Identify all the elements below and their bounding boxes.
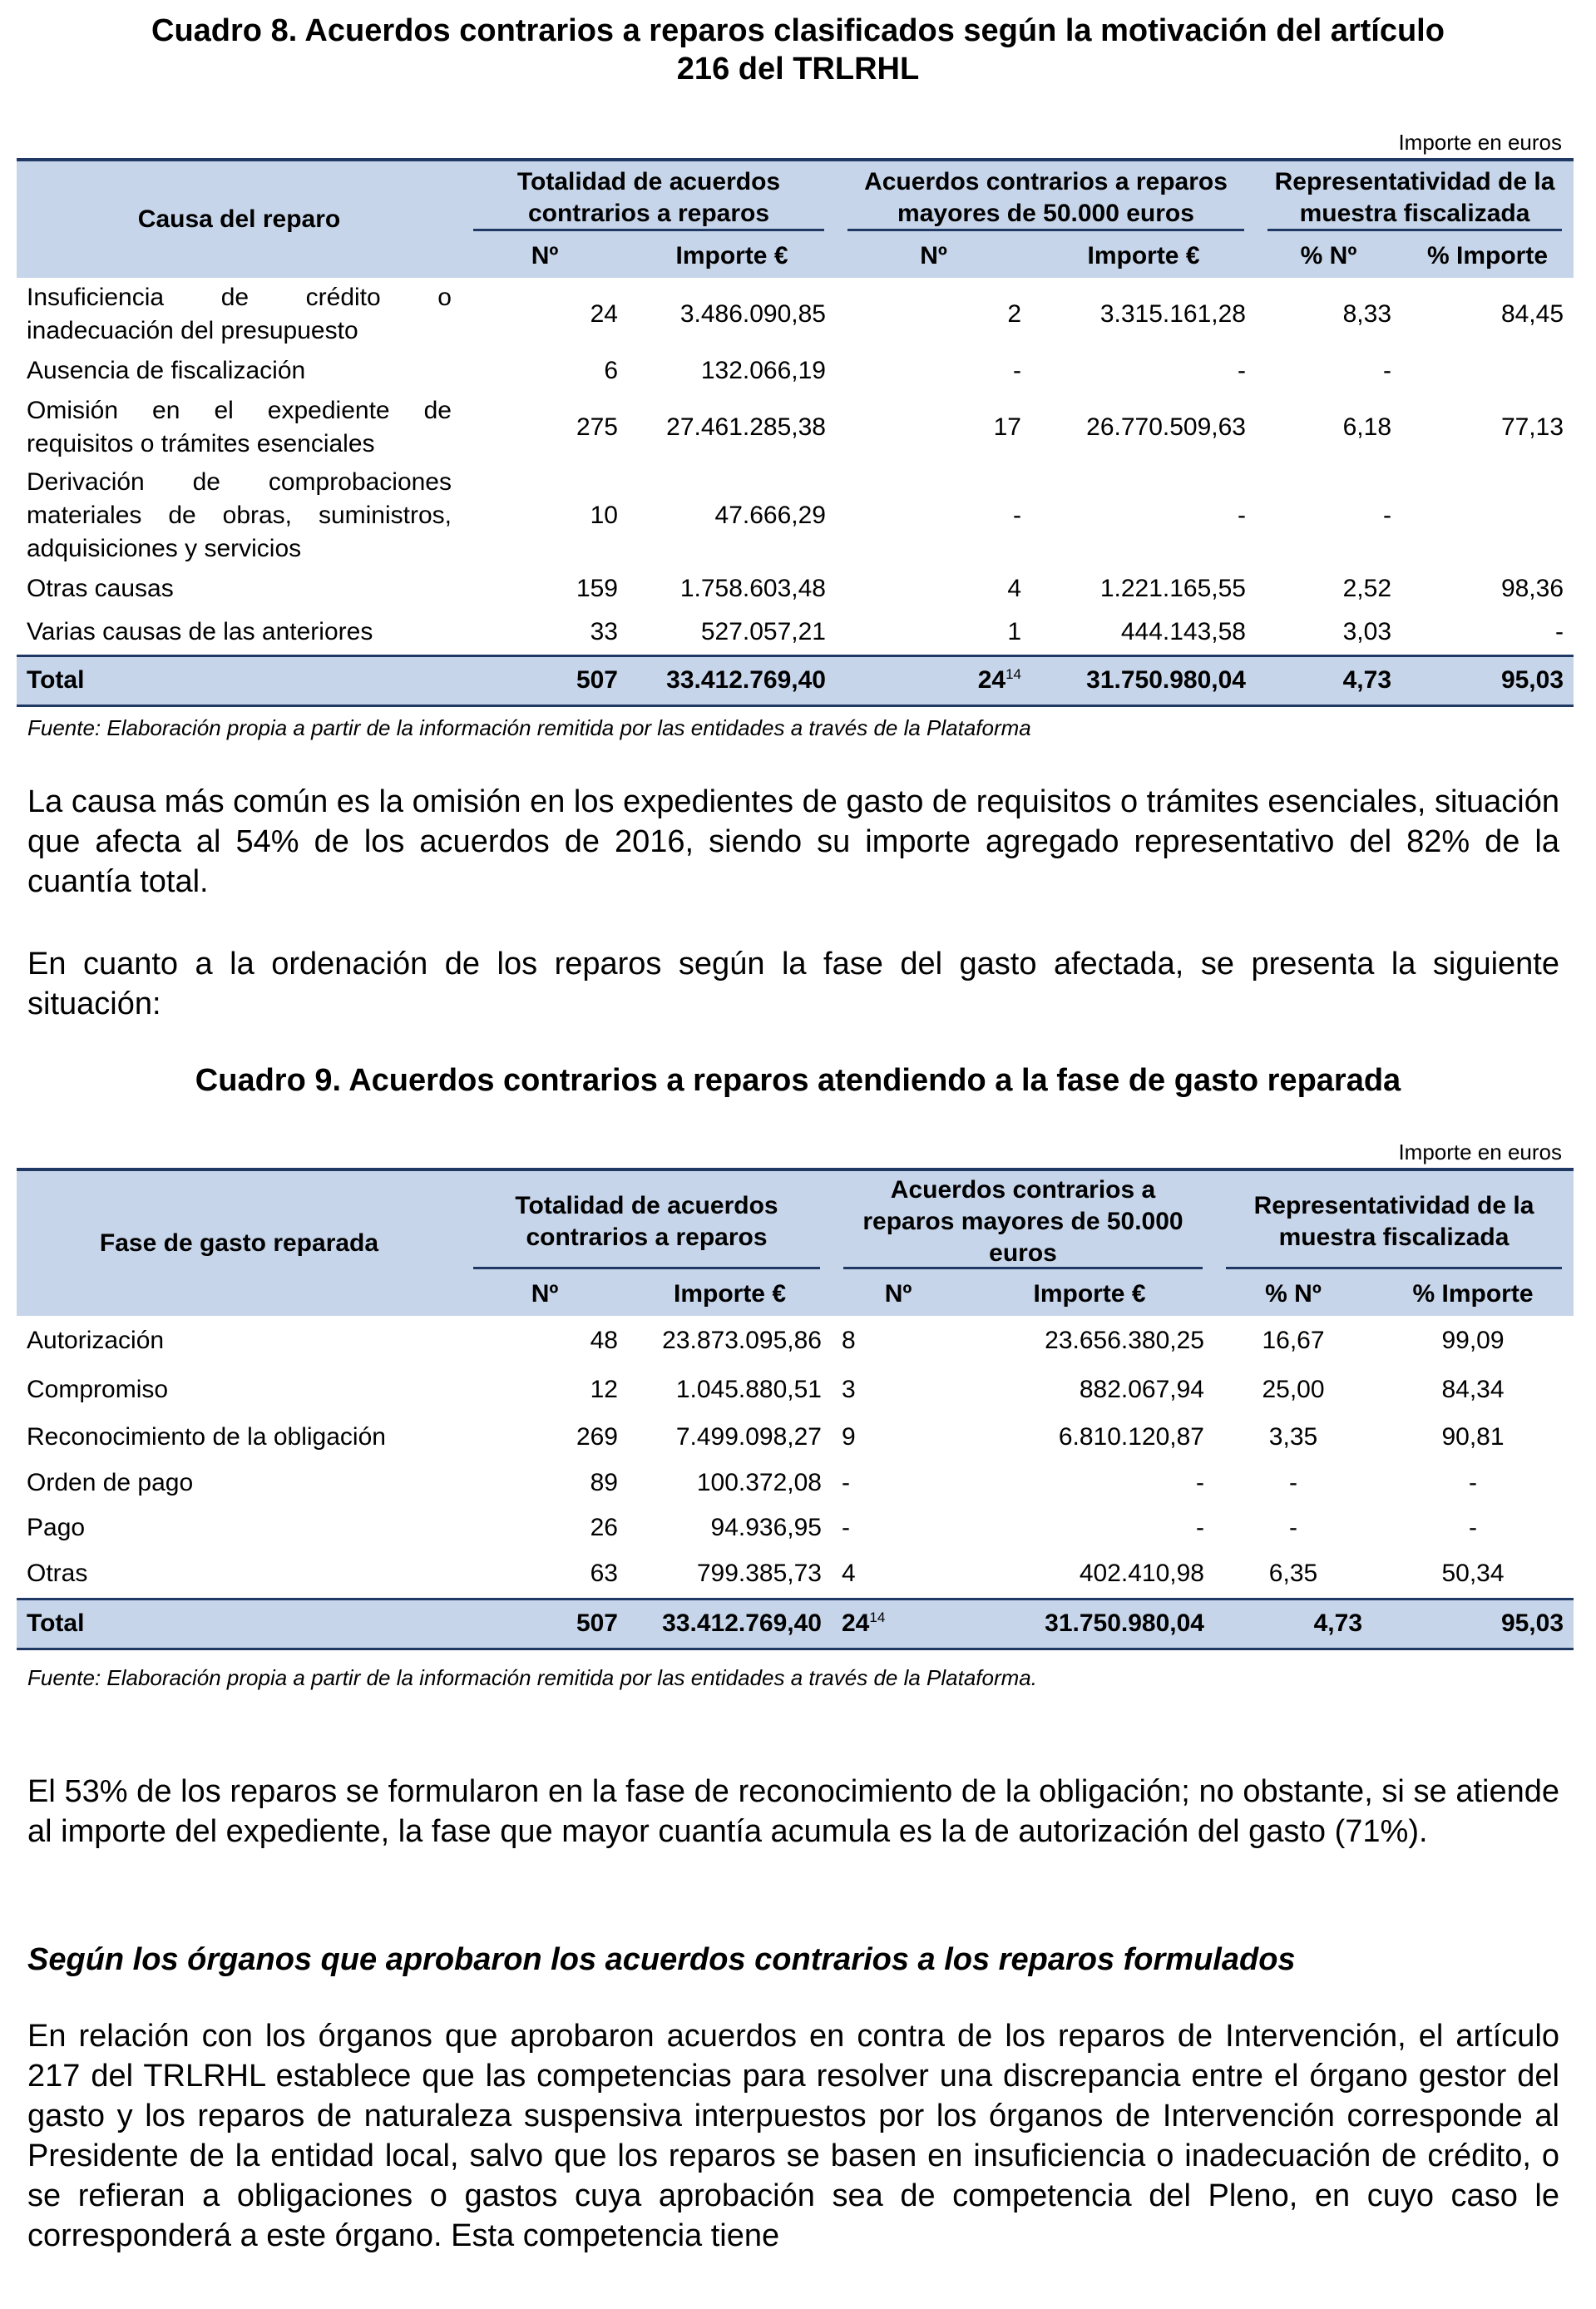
- total-pct-n: 4,73: [1256, 655, 1401, 705]
- table-row: [17, 1550, 1574, 1599]
- row-label: Autorización: [27, 1327, 165, 1354]
- paragraph-1: [27, 782, 1559, 902]
- cell-n: 26: [590, 1514, 618, 1541]
- cell-pct-n: 6,18: [1342, 413, 1391, 441]
- table-row: [17, 351, 1574, 391]
- cell-n: 33: [590, 618, 618, 646]
- cell-n: 89: [590, 1469, 618, 1496]
- cuadro9-header-phase: Fase de gasto reparada: [99, 1229, 379, 1257]
- cell-pct-importe: 84,45: [1500, 300, 1564, 328]
- table-row: [17, 1414, 1574, 1461]
- cuadro8-col-importe2: Importe €: [1087, 242, 1200, 269]
- cuadro9-header-row: [17, 1169, 1574, 1273]
- paragraph-3-text: El 53% de los reparos se formularon en la fase de reconocimiento de la obligación; no obstante, si se atiende al importe del expediente, la fase que mayor cuantía acumula es la de autorización del gasto (71%).: [27, 1774, 1559, 1849]
- row-label: Otras causas: [27, 575, 174, 602]
- cuadro9-title: Cuadro 9. Acuerdos contrarios a reparos atendiendo a la fase de gasto reparada: [195, 1063, 1401, 1098]
- cell-pct-importe: [1401, 351, 1574, 391]
- cell-pct-importe: 50,34: [1441, 1560, 1505, 1588]
- row-label: Reconocimiento de la obligación: [27, 1423, 386, 1451]
- cell-importe: 799.385,73: [696, 1560, 822, 1588]
- cuadro9-col-n: Nº: [531, 1280, 559, 1308]
- cuadro8-table: [17, 158, 1574, 707]
- cell-n: 269: [576, 1423, 618, 1451]
- cell-pct-importe: -: [1469, 1469, 1477, 1496]
- cuadro8-header-group1-label: Totalidad de acuerdos contrarios a reparos: [516, 168, 781, 227]
- paragraph-4-text: En relación con los órganos que aprobaron acuerdos en contra de los reparos de Intervención, el artículo 217 del TRLRHL establece que las competencias para resolver una discrepancia entre el órgano gestor del gasto y los reparos de naturaleza suspensiva interpuestos por los órganos de Intervención corresponde al Presidente de la entidad local, salvo que los reparos se basen en insuficiencia o inadecuación de crédito, o se refieran a obligaciones o gastos cuya aprobación sea de competencia del Pleno, en cuyo caso le corresponderá a este órgano. Esta competencia tiene: [27, 2019, 1559, 2253]
- cuadro8-title: [0, 12, 1596, 88]
- cuadro9-header-group2: [832, 1169, 1214, 1273]
- cuadro8-col-n2: Nº: [920, 242, 947, 269]
- cell-n: 6: [604, 357, 618, 384]
- total-importe2: 31.750.980,04: [1031, 655, 1256, 705]
- cell-importe2: -: [1238, 502, 1246, 529]
- cell-pct-n: -: [1289, 1514, 1297, 1541]
- cell-pct-n: -: [1383, 502, 1391, 529]
- row-label: Insuficiencia de crédito o inadecuación del presupuesto: [27, 284, 452, 344]
- cell-importe: 1.758.603,48: [679, 575, 826, 602]
- cell-importe2: 6.810.120,87: [1058, 1423, 1204, 1451]
- cell-pct-importe: [1401, 464, 1574, 567]
- cell-n2: 2: [1007, 300, 1021, 328]
- cuadro9-source: Fuente: Elaboración propia a partir de la información remitida por las entidades a través de la Plataforma.: [27, 1665, 1037, 1690]
- cuadro9-total-row: [17, 1599, 1574, 1649]
- cell-n2: -: [1013, 357, 1021, 384]
- table-row: [17, 278, 1574, 351]
- total-label: Total: [17, 655, 462, 705]
- cell-pct-importe: 77,13: [1500, 413, 1564, 441]
- paragraph-1-text: La causa más común es la omisión en los expedientes de gasto de requisitos o trámites esenciales, situación que afecta al 54% de los acuerdos de 2016, siendo su importe agregado representativo del 82% de la cuantía total.: [27, 784, 1559, 899]
- cuadro8-unit: Importe en euros: [1398, 130, 1562, 155]
- footnote-ref: 14: [1006, 666, 1021, 682]
- cuadro9-col-importe2: Importe €: [1033, 1280, 1146, 1308]
- total-n2: 24: [842, 1609, 870, 1637]
- cuadro8-col-importe: Importe €: [675, 242, 788, 269]
- cell-pct-n: 16,67: [1262, 1327, 1325, 1354]
- cell-importe: 527.057,21: [700, 618, 826, 646]
- cell-importe2: 1.221.165,55: [1099, 575, 1246, 602]
- total-pct-importe: 95,03: [1372, 1599, 1574, 1649]
- cell-importe: 100.372,08: [696, 1469, 822, 1496]
- cell-importe2: 402.410,98: [1079, 1560, 1204, 1588]
- cuadro9-header-group1: [462, 1169, 832, 1273]
- cell-importe2: 23.656.380,25: [1045, 1327, 1204, 1354]
- cell-importe: 27.461.285,38: [666, 413, 826, 441]
- cell-pct-importe: -: [1469, 1514, 1477, 1541]
- cell-n: 63: [590, 1560, 618, 1588]
- cell-pct-importe: 99,09: [1441, 1327, 1505, 1354]
- cuadro9-header-group3-label: Representatividad de la muestra fiscalizada: [1253, 1192, 1534, 1251]
- cell-pct-n: 8,33: [1342, 300, 1391, 328]
- table-row: [17, 1461, 1574, 1506]
- cuadro9-table: [17, 1168, 1574, 1650]
- row-label: Orden de pago: [27, 1469, 194, 1496]
- cell-pct-n: 25,00: [1262, 1376, 1325, 1403]
- cuadro9-col-pct-importe: % Importe: [1412, 1280, 1534, 1308]
- cuadro8-col-pct-n: % Nº: [1300, 242, 1357, 269]
- cuadro8-source: Fuente: Elaboración propia a partir de la información remitida por las entidades a través de la Plataforma: [27, 715, 1031, 740]
- row-label: Omisión en el expediente de requisitos o trámites esenciales: [27, 397, 452, 457]
- cell-pct-n: 2,52: [1342, 575, 1391, 602]
- table-row: [17, 1366, 1574, 1414]
- total-importe: 33.412.769,40: [628, 1599, 832, 1649]
- row-label: Ausencia de fiscalización: [27, 357, 306, 384]
- cuadro9-col-pct-n: % Nº: [1265, 1280, 1322, 1308]
- cell-importe2: -: [1238, 357, 1246, 384]
- table-row: [17, 391, 1574, 464]
- cell-importe2: -: [1196, 1514, 1204, 1541]
- cell-n2: -: [1013, 502, 1021, 529]
- cell-importe: 47.666,29: [714, 502, 826, 529]
- cell-n2: 8: [842, 1327, 856, 1354]
- cell-n: 275: [576, 413, 618, 441]
- cuadro9-col-importe: Importe €: [673, 1280, 787, 1308]
- total-pct-importe: 95,03: [1401, 655, 1574, 705]
- cell-pct-importe: 98,36: [1500, 575, 1564, 602]
- row-label: Varias causas de las anteriores: [27, 618, 373, 646]
- cell-importe: 23.873.095,86: [662, 1327, 822, 1354]
- row-label: Pago: [27, 1514, 86, 1541]
- cell-pct-importe: 84,34: [1441, 1376, 1505, 1403]
- cell-importe2: 444.143,58: [1120, 618, 1246, 646]
- cuadro8-header-group3: [1256, 160, 1574, 235]
- row-label: Otras: [27, 1560, 88, 1588]
- paragraph-2-text: En cuanto a la ordenación de los reparos según la fase del gasto afectada, se presenta la siguiente situación:: [27, 947, 1559, 1021]
- cuadro8-header-group3-label: Representatividad de la muestra fiscalizada: [1274, 168, 1555, 227]
- section-heading: Según los órganos que aprobaron los acuerdos contrarios a los reparos formulados: [27, 1942, 1296, 1977]
- cuadro9-header-group1-label: Totalidad de acuerdos contrarios a reparos: [515, 1192, 778, 1251]
- cell-importe: 3.486.090,85: [679, 300, 826, 328]
- cell-n: 10: [590, 502, 618, 529]
- cuadro8-total-row: [17, 655, 1574, 705]
- total-n2: 24: [977, 666, 1006, 694]
- cell-n: 48: [590, 1327, 618, 1354]
- cell-importe2: 882.067,94: [1079, 1376, 1204, 1403]
- cell-pct-n: 3,35: [1268, 1423, 1318, 1451]
- cell-n2: 1: [1007, 618, 1021, 646]
- cuadro9-col-n2: Nº: [884, 1280, 912, 1308]
- total-n: 507: [462, 1599, 628, 1649]
- footnote-ref: 14: [869, 1609, 886, 1625]
- cuadro9-header-group3: [1214, 1169, 1574, 1273]
- cuadro8-header-cause: Causa del reparo: [137, 205, 341, 233]
- cell-importe2: -: [1196, 1469, 1204, 1496]
- table-row: [17, 1506, 1574, 1550]
- cell-n2: 4: [1007, 575, 1021, 602]
- total-n2-cell: [832, 1599, 965, 1649]
- table-row: [17, 1316, 1574, 1366]
- total-label: Total: [17, 1599, 462, 1649]
- cuadro9-header-group2-label: Acuerdos contrarios a reparos mayores de 50.000 euros: [862, 1176, 1183, 1267]
- table-row: [17, 611, 1574, 655]
- cuadro8-title-line1: Cuadro 8. Acuerdos contrarios a reparos clasificados según la motivación del artículo: [151, 13, 1445, 48]
- table-row: [17, 464, 1574, 567]
- cell-n2: -: [842, 1514, 850, 1541]
- cell-n: 24: [590, 300, 618, 328]
- total-n2-cell: [836, 655, 1031, 705]
- cuadro9-unit: Importe en euros: [1398, 1140, 1562, 1164]
- total-n: 507: [462, 655, 628, 705]
- cell-pct-n: 6,35: [1268, 1560, 1318, 1588]
- total-importe2: 31.750.980,04: [965, 1599, 1214, 1649]
- row-label: Compromiso: [27, 1376, 169, 1403]
- total-importe: 33.412.769,40: [628, 655, 836, 705]
- cell-importe: 94.936,95: [710, 1514, 822, 1541]
- cuadro8-header-row: [17, 160, 1574, 235]
- cell-n: 159: [576, 575, 618, 602]
- paragraph-2: [27, 944, 1559, 1024]
- cuadro8-header-group2: [836, 160, 1256, 235]
- cell-n2: 17: [993, 413, 1021, 441]
- row-label: Derivación de comprobaciones materiales de obras, suministros, adquisiciones y servicios: [27, 468, 452, 562]
- cuadro8-col-pct-importe: % Importe: [1426, 242, 1549, 269]
- cell-pct-n: -: [1289, 1469, 1297, 1496]
- paragraph-3: [27, 1772, 1559, 1852]
- cell-importe2: 3.315.161,28: [1099, 300, 1246, 328]
- cell-n2: 3: [842, 1376, 856, 1403]
- paragraph-4: [27, 2016, 1559, 2256]
- cell-pct-importe: -: [1555, 618, 1564, 646]
- cell-importe: 132.066,19: [700, 357, 826, 384]
- cell-importe2: 26.770.509,63: [1086, 413, 1246, 441]
- total-pct-n: 4,73: [1214, 1599, 1372, 1649]
- cell-pct-n: 3,03: [1342, 618, 1391, 646]
- cell-n2: -: [842, 1469, 850, 1496]
- table-row: [17, 567, 1574, 611]
- cell-pct-importe: 90,81: [1441, 1423, 1505, 1451]
- cell-n2: 4: [842, 1560, 856, 1588]
- cell-pct-n: -: [1383, 357, 1391, 384]
- cell-n2: 9: [842, 1423, 856, 1451]
- cuadro8-header-group1: [462, 160, 836, 235]
- cell-n: 12: [590, 1376, 618, 1403]
- cell-importe: 7.499.098,27: [675, 1423, 822, 1451]
- cuadro8-header-group2-label: Acuerdos contrarios a reparos mayores de 50.000 euros: [864, 168, 1228, 227]
- cuadro8-col-n: Nº: [531, 242, 559, 269]
- cell-importe: 1.045.880,51: [675, 1376, 822, 1403]
- cuadro8-title-line2: 216 del TRLRHL: [676, 52, 920, 87]
